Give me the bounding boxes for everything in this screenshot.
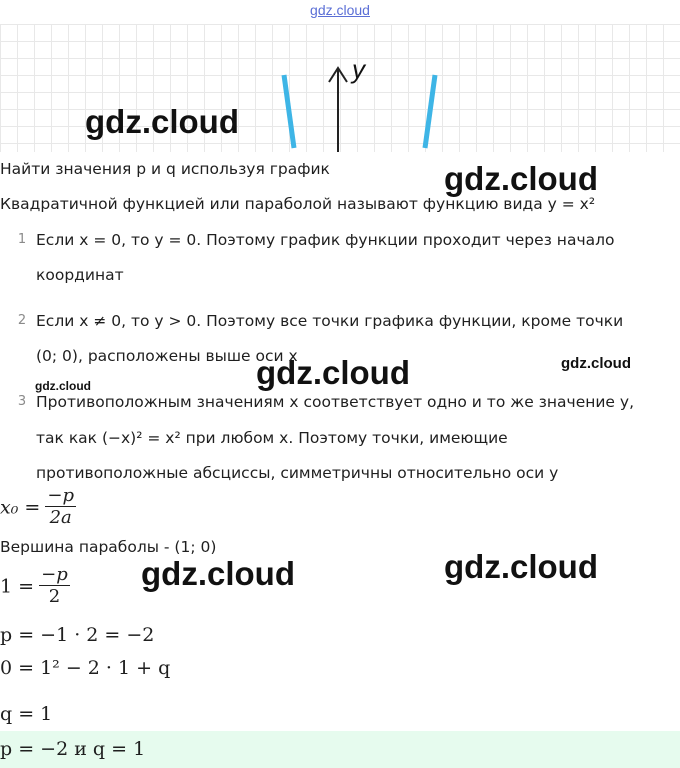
task-title: Найти значения p и q используя график xyxy=(0,160,330,178)
property-3-line3: противоположные абсциссы, симметричны относительно оси y xyxy=(36,464,559,482)
vertex-formula: x₀ = $\frac{-p}{2a}$ xyxy=(0,486,74,528)
equation-4: q = 1 xyxy=(0,703,53,725)
definition: Квадратичной функцией или параболой называют функцию вида y = x² xyxy=(0,195,596,213)
answer-box xyxy=(0,731,680,768)
property-2-line2: (0; 0), расположены выше оси x xyxy=(36,347,298,365)
property-3-line2: так как (−x)² = x² при любом x. Поэтому точки, имеющие xyxy=(36,429,508,447)
watermark: gdz.cloud xyxy=(256,354,410,391)
fraction: $\frac{-p}{2a}$ xyxy=(47,486,74,528)
list-number: 1 xyxy=(17,232,27,247)
equation-3: 0 = 1² − 2 · 1 + q xyxy=(0,657,171,679)
watermark: gdz.cloud xyxy=(35,379,91,393)
list-number: 2 xyxy=(17,313,27,328)
watermark: gdz.cloud xyxy=(444,548,598,585)
parabola-right-branch xyxy=(425,75,435,148)
parabola-left-branch xyxy=(284,75,294,148)
equation-2: p = −1 · 2 = −2 xyxy=(0,624,155,646)
property-2-line1: Если x ≠ 0, то y > 0. Поэтому все точки графика функции, кроме точки xyxy=(36,312,624,330)
equation-1: 1 = $\frac{-p}{2}$ xyxy=(0,564,68,607)
y-axis-label: y xyxy=(352,54,365,84)
watermark: gdz.cloud xyxy=(85,103,239,140)
vertex-text: Вершина параболы - (1; 0) xyxy=(0,538,217,556)
property-1-line2: координат xyxy=(36,266,124,284)
property-1-line1: Если x = 0, то y = 0. Поэтому график функции проходит через начало xyxy=(36,231,615,249)
fraction: $\frac{-p}{2}$ xyxy=(41,564,68,607)
watermark: gdz.cloud xyxy=(444,160,598,197)
watermark: gdz.cloud xyxy=(141,555,295,592)
property-3-line1: Противоположным значениям x соответствует одно и то же значение y, xyxy=(36,393,634,411)
list-number: 3 xyxy=(17,394,27,409)
answer: p = −2 и q = 1 xyxy=(0,738,146,760)
site-link[interactable]: gdz.cloud xyxy=(310,2,370,18)
watermark: gdz.cloud xyxy=(561,355,631,372)
